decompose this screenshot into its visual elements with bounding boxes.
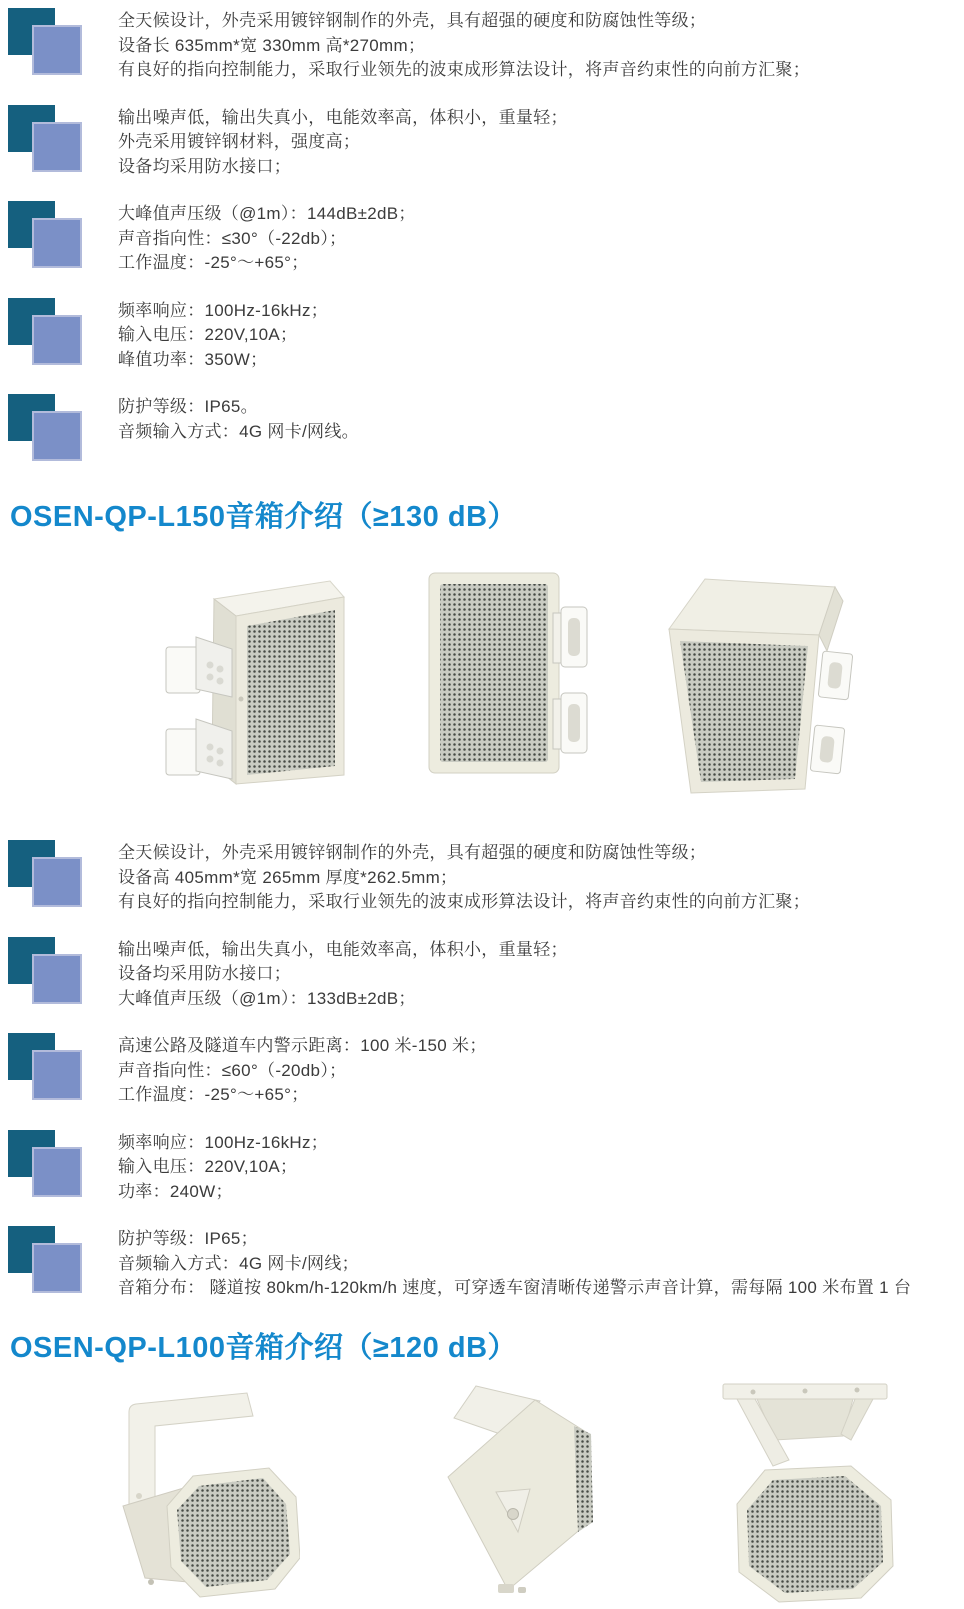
light-square-icon	[32, 1147, 82, 1197]
spec-row	[8, 937, 964, 1012]
l100-images-row	[0, 1372, 964, 1602]
spec-text	[118, 1130, 328, 1205]
spec-line: 输出噪声低，输出失真小，电能效率高，体积小，重量轻；	[118, 939, 568, 959]
spec-line: 大峰值声压级（@1m）：133dB±2dB；	[118, 988, 416, 1008]
spec-text	[118, 298, 328, 373]
spec-line: 功率：240W；	[118, 1181, 233, 1201]
overlapping-squares-bullet-icon	[8, 394, 82, 464]
mount-bracket-icon	[553, 607, 587, 667]
l100-speaker-angled-image	[95, 1378, 300, 1608]
l150-speaker-perspective-top-image	[647, 567, 862, 807]
spec-line: 防护等级：IP65；	[118, 1229, 258, 1248]
light-square-icon	[32, 25, 82, 75]
spec-text	[118, 201, 416, 276]
spec-line: 音频输入方式：4G 网卡/网线；	[118, 1253, 359, 1273]
spec-line: 工作温度：-25°～+65°；	[118, 253, 309, 272]
spec-text	[118, 105, 568, 180]
light-square-icon	[32, 218, 82, 268]
spec-row	[8, 1226, 964, 1301]
light-square-icon	[32, 954, 82, 1004]
spec-text	[118, 1033, 487, 1108]
spec-row	[8, 840, 964, 915]
spec-line: 全天候设计，外壳采用镀锌钢制作的外壳，具有超强的硬度和防腐蚀性等级；	[118, 843, 707, 862]
overlapping-squares-bullet-icon	[8, 1033, 82, 1103]
spec-line: 有良好的指向控制能力，采取行业领先的波束成形算法设计，将声音约束性的向前方汇聚；	[118, 60, 810, 79]
overlapping-squares-bullet-icon	[8, 840, 82, 910]
spec-row	[8, 105, 964, 180]
heading-l100: OSEN-QP-L100音箱介绍（≥120 dB）	[10, 1331, 518, 1364]
spec-line: 全天候设计，外壳采用镀锌钢制作的外壳，具有超强的硬度和防腐蚀性等级；	[118, 11, 707, 30]
mount-bracket-icon	[553, 693, 587, 753]
spec-row	[8, 1033, 964, 1108]
l150-speaker-front-image	[427, 567, 592, 787]
spec-line: 峰值功率：350W；	[118, 349, 268, 369]
spec-row	[8, 8, 964, 83]
spec-line: 有良好的指向控制能力，采取行业领先的波束成形算法设计，将声音约束性的向前方汇聚；	[118, 892, 810, 911]
spec-text	[118, 840, 810, 915]
light-square-icon	[32, 122, 82, 172]
heading-l150: OSEN-QP-L150音箱介绍（≥130 dB）	[10, 501, 518, 533]
spec-text	[118, 1226, 911, 1301]
light-square-icon	[32, 411, 82, 461]
overlapping-squares-bullet-icon	[8, 298, 82, 368]
spec-line: 外壳采用镀锌钢材料，强度高；	[118, 132, 361, 151]
spec-line: 设备长 635mm*宽 330mm 高*270mm；	[118, 35, 426, 55]
spec-row	[8, 201, 964, 276]
l150-images-row	[0, 549, 964, 804]
spec-line: 声音指向性：≤30°（-22db）；	[118, 228, 347, 248]
mount-bracket-icon	[810, 725, 845, 774]
l100-speaker-side-image	[390, 1374, 610, 1604]
spec-text	[118, 937, 568, 1012]
spec-text	[118, 8, 810, 83]
spec-line: 输出噪声低，输出失真小，电能效率高，体积小，重量轻；	[118, 107, 568, 127]
spec-line: 音频输入方式：4G 网卡/网线。	[118, 421, 359, 441]
mount-bracket-icon	[166, 637, 232, 697]
spec-list-top	[0, 0, 964, 464]
spec-row	[8, 394, 964, 464]
spec-text	[118, 394, 359, 444]
light-square-icon	[32, 857, 82, 907]
spec-line: 声音指向性：≤60°（-20db）；	[118, 1060, 347, 1080]
spec-line: 输入电压：220V,10A；	[118, 1157, 298, 1176]
overlapping-squares-bullet-icon	[8, 1130, 82, 1200]
spec-line: 频率响应：100Hz-16kHz；	[118, 1132, 329, 1152]
overlapping-squares-bullet-icon	[8, 105, 82, 175]
spec-line: 工作温度：-25°～+65°；	[118, 1085, 309, 1104]
spec-row	[8, 298, 964, 373]
spec-line: 设备高 405mm*宽 265mm 厚度*262.5mm；	[118, 867, 458, 887]
spec-line: 频率响应：100Hz-16kHz；	[118, 300, 329, 320]
spec-list-l150	[0, 840, 964, 1301]
light-square-icon	[32, 1050, 82, 1100]
mount-bracket-icon	[818, 651, 853, 700]
overlapping-squares-bullet-icon	[8, 8, 82, 78]
mount-bracket-icon	[166, 719, 232, 779]
spec-line: 输入电压：220V,10A；	[118, 325, 298, 344]
l100-speaker-front-image	[695, 1374, 915, 1609]
l150-speaker-perspective-left-image	[152, 569, 367, 809]
spec-line: 设备均采用防水接口；	[118, 964, 291, 983]
spec-line: 高速公路及隧道车内警示距离：100 米-150 米；	[118, 1036, 487, 1055]
spec-line: 大峰值声压级（@1m）：144dB±2dB；	[118, 204, 416, 223]
overlapping-squares-bullet-icon	[8, 201, 82, 271]
spec-line: 设备均采用防水接口；	[118, 156, 291, 176]
overlapping-squares-bullet-icon	[8, 1226, 82, 1296]
spec-line: 音箱分布： 隧道按 80km/h-120km/h 速度，可穿透车窗清晰传递警示声音计算，需每隔 100 米布置 1 台	[118, 1278, 912, 1297]
overlapping-squares-bullet-icon	[8, 937, 82, 1007]
spec-row	[8, 1130, 964, 1205]
spec-line: 防护等级：IP65。	[118, 397, 258, 416]
light-square-icon	[32, 315, 82, 365]
light-square-icon	[32, 1243, 82, 1293]
